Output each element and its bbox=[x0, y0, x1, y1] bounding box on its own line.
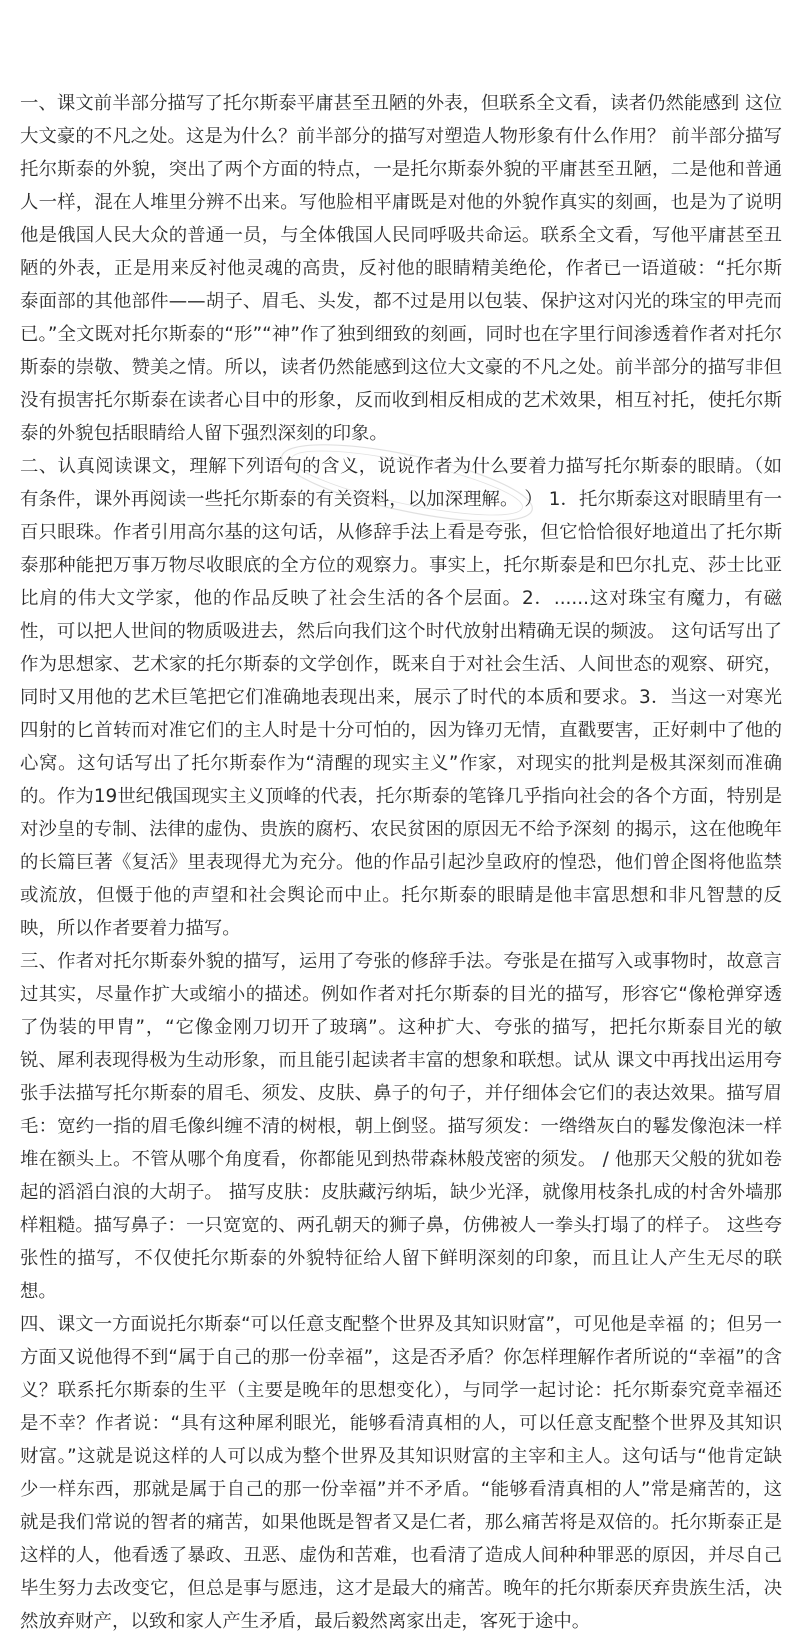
answer-document bbox=[20, 87, 782, 1638]
answer-paragraph-1: 一、课文前半部分描写了托尔斯泰平庸甚至丑陋的外表，但联系全文看，读者仍然能感到 这位大文豪的不凡之处。这是为什么？前半部分的描写对塑造人物形象有什么作用？ 前半部分描写托尔斯泰的外貌，突出了两个方面的特点，一是托尔斯泰外貌的平庸甚至丑陋，二是他和普通人一样，混在人堆里分辨不出来。写他脸相平庸既是对他的外貌作真实的刻画，也是为了说明他是俄国人民大众的普通一员，与全体俄国人民同呼吸共命运。联系全文看，写他平庸甚至丑陋的外表，正是用来反衬他灵魂的高贵，反衬他的眼睛精美绝伦，作者已一语道破：“托尔斯泰面部的其他部件——胡子、眉毛、头发，都不过是用以包装、保护这对闪光的珠宝的甲壳而已。”全文既对托尔斯泰的“形”“神”作了独到细致的刻画，同时也在字里行间渗透着作者对托尔斯泰的崇敬、赞美之情。所以，读者仍然能感到这位大文豪的不凡之处。前半部分的描写非但没有损害托尔斯泰在读者心目中的形象，反而收到相反相成的艺术效果，相互衬托，使托尔斯泰的外貌包括眼睛给人留下强烈深刻的印象。 bbox=[20, 93, 782, 444]
answer-paragraph-3: 三、作者对托尔斯泰外貌的描写，运用了夸张的修辞手法。夸张是在描写入或事物时，故意言过其实，尽量作扩大或缩小的描述。例如作者对托尔斯泰的目光的描写，形容它“像枪弹穿透了伪装的甲胄”，“它像金刚刀切开了玻璃”。这种扩大、夸张的描写，把托尔斯泰目光的敏锐、犀利表现得极为生动形象，而且能引起读者丰富的想象和联想。试从 课文中再找出运用夸张手法描写托尔斯泰的眉毛、须发、皮肤、鼻子的句子，并仔细体会它们的表达效果。描写眉毛：宽约一指的眉毛像纠缠不清的树根，朝上倒竖。描写须发：一绺绺灰白的鬈发像泡沫一样堆在额头上。不管从哪个角度看，你都能见到热带森林般茂密的须发。 / 他那天父般的犹如卷起的滔滔白浪的大胡子。 描写皮肤：皮肤藏污纳垢，缺少光泽，就像用枝条扎成的村舍外墙那样粗糙。描写鼻子：一只宽宽的、两孔朝天的狮子鼻，仿佛被人一拳头打塌了的样子。 这些夸张性的描写，不仅使托尔斯泰的外貌特征给人留下鲜明深刻的印象，而且让人产生无尽的联想。 bbox=[20, 951, 782, 1302]
answer-paragraph-4: 四、课文一方面说托尔斯泰“可以任意支配整个世界及其知识财富”，可见他是幸福 的；但另一方面又说他得不到“属于自己的那一份幸福”，这是否矛盾？你怎样理解作者所说的“幸福”的含义？联系托尔斯泰的生平（主要是晚年的思想变化），与同学一起讨论：托尔斯泰究竟幸福还是不幸？作者说：“具有这种犀利眼光，能够看清真相的人，可以任意支配整个世界及其知识财富。”这就是说这样的人可以成为整个世界及其知识财富的主宰和主人。这句话与“他肯定缺少一样东西，那就是属于自己的那一份幸福”并不矛盾。“能够看清真相的人”常是痛苦的，这就是我们常说的智者的痛苦，如果他既是智者又是仁者，那么痛苦将是双倍的。托尔斯泰正是这样的人，他看透了暴政、丑恶、虚伪和苦难，也看清了造成人间种种罪恶的原因，并尽自己毕生努力去改变它，但总是事与愿违，这才是最大的痛苦。晚年的托尔斯泰厌弃贵族生活，决然放弃财产，以致和家人产生矛盾，最后毅然离家出走，客死于途中。 bbox=[20, 1314, 782, 1632]
answer-paragraph-2: 二、认真阅读课文，理解下列语句的含义，说说作者为什么要着力描写托尔斯泰的眼睛。（如有条件，课外再阅读一些托尔斯泰的有关资料，以加深理解。 ） 1．托尔斯泰这对眼睛里有一百只眼珠。作者引用高尔基的这句话，从修辞手法上看是夸张，但它恰恰很好地道出了托尔斯泰那种能把万事万物尽收眼底的全方位的观察力。事实上，托尔斯泰是和巴尔扎克、莎士比亚比肩的伟大文学家，他的作品反映了社会生活的各个层面。2．......这对珠宝有魔力，有磁性，可以把人世间的物质吸进去，然后向我们这个时代放射出精确无误的频波。 这句话写出了作为思想家、艺术家的托尔斯泰的文学创作，既来自于对社会生活、人间世态的观察、研究，同时又用他的艺术巨笔把它们准确地表现出来，展示了时代的本质和要求。3．当这一对寒光四射的匕首转而对准它们的主人时是十分可怕的，因为锋刃无情，直戳要害，正好刺中了他的心窝。这句话写出了托尔斯泰作为“清醒的现实主义”作家，对现实的批判是极其深刻而准确的。作为19世纪俄国现实主义顶峰的代表，托尔斯泰的笔锋几乎指向社会的各个方面，特别是对沙皇的专制、法律的虚伪、贵族的腐朽、农民贫困的原因无不给予深刻 的揭示，这在他晚年的长篇巨著《复活》里表现得尤为充分。他的作品引起沙皇政府的惶恐，他们曾企图将他监禁或流放，但慑于他的声望和社会舆论而中止。托尔斯泰的眼睛是他丰富思想和非凡智慧的反映，所以作者要着力描写。 bbox=[20, 456, 782, 939]
